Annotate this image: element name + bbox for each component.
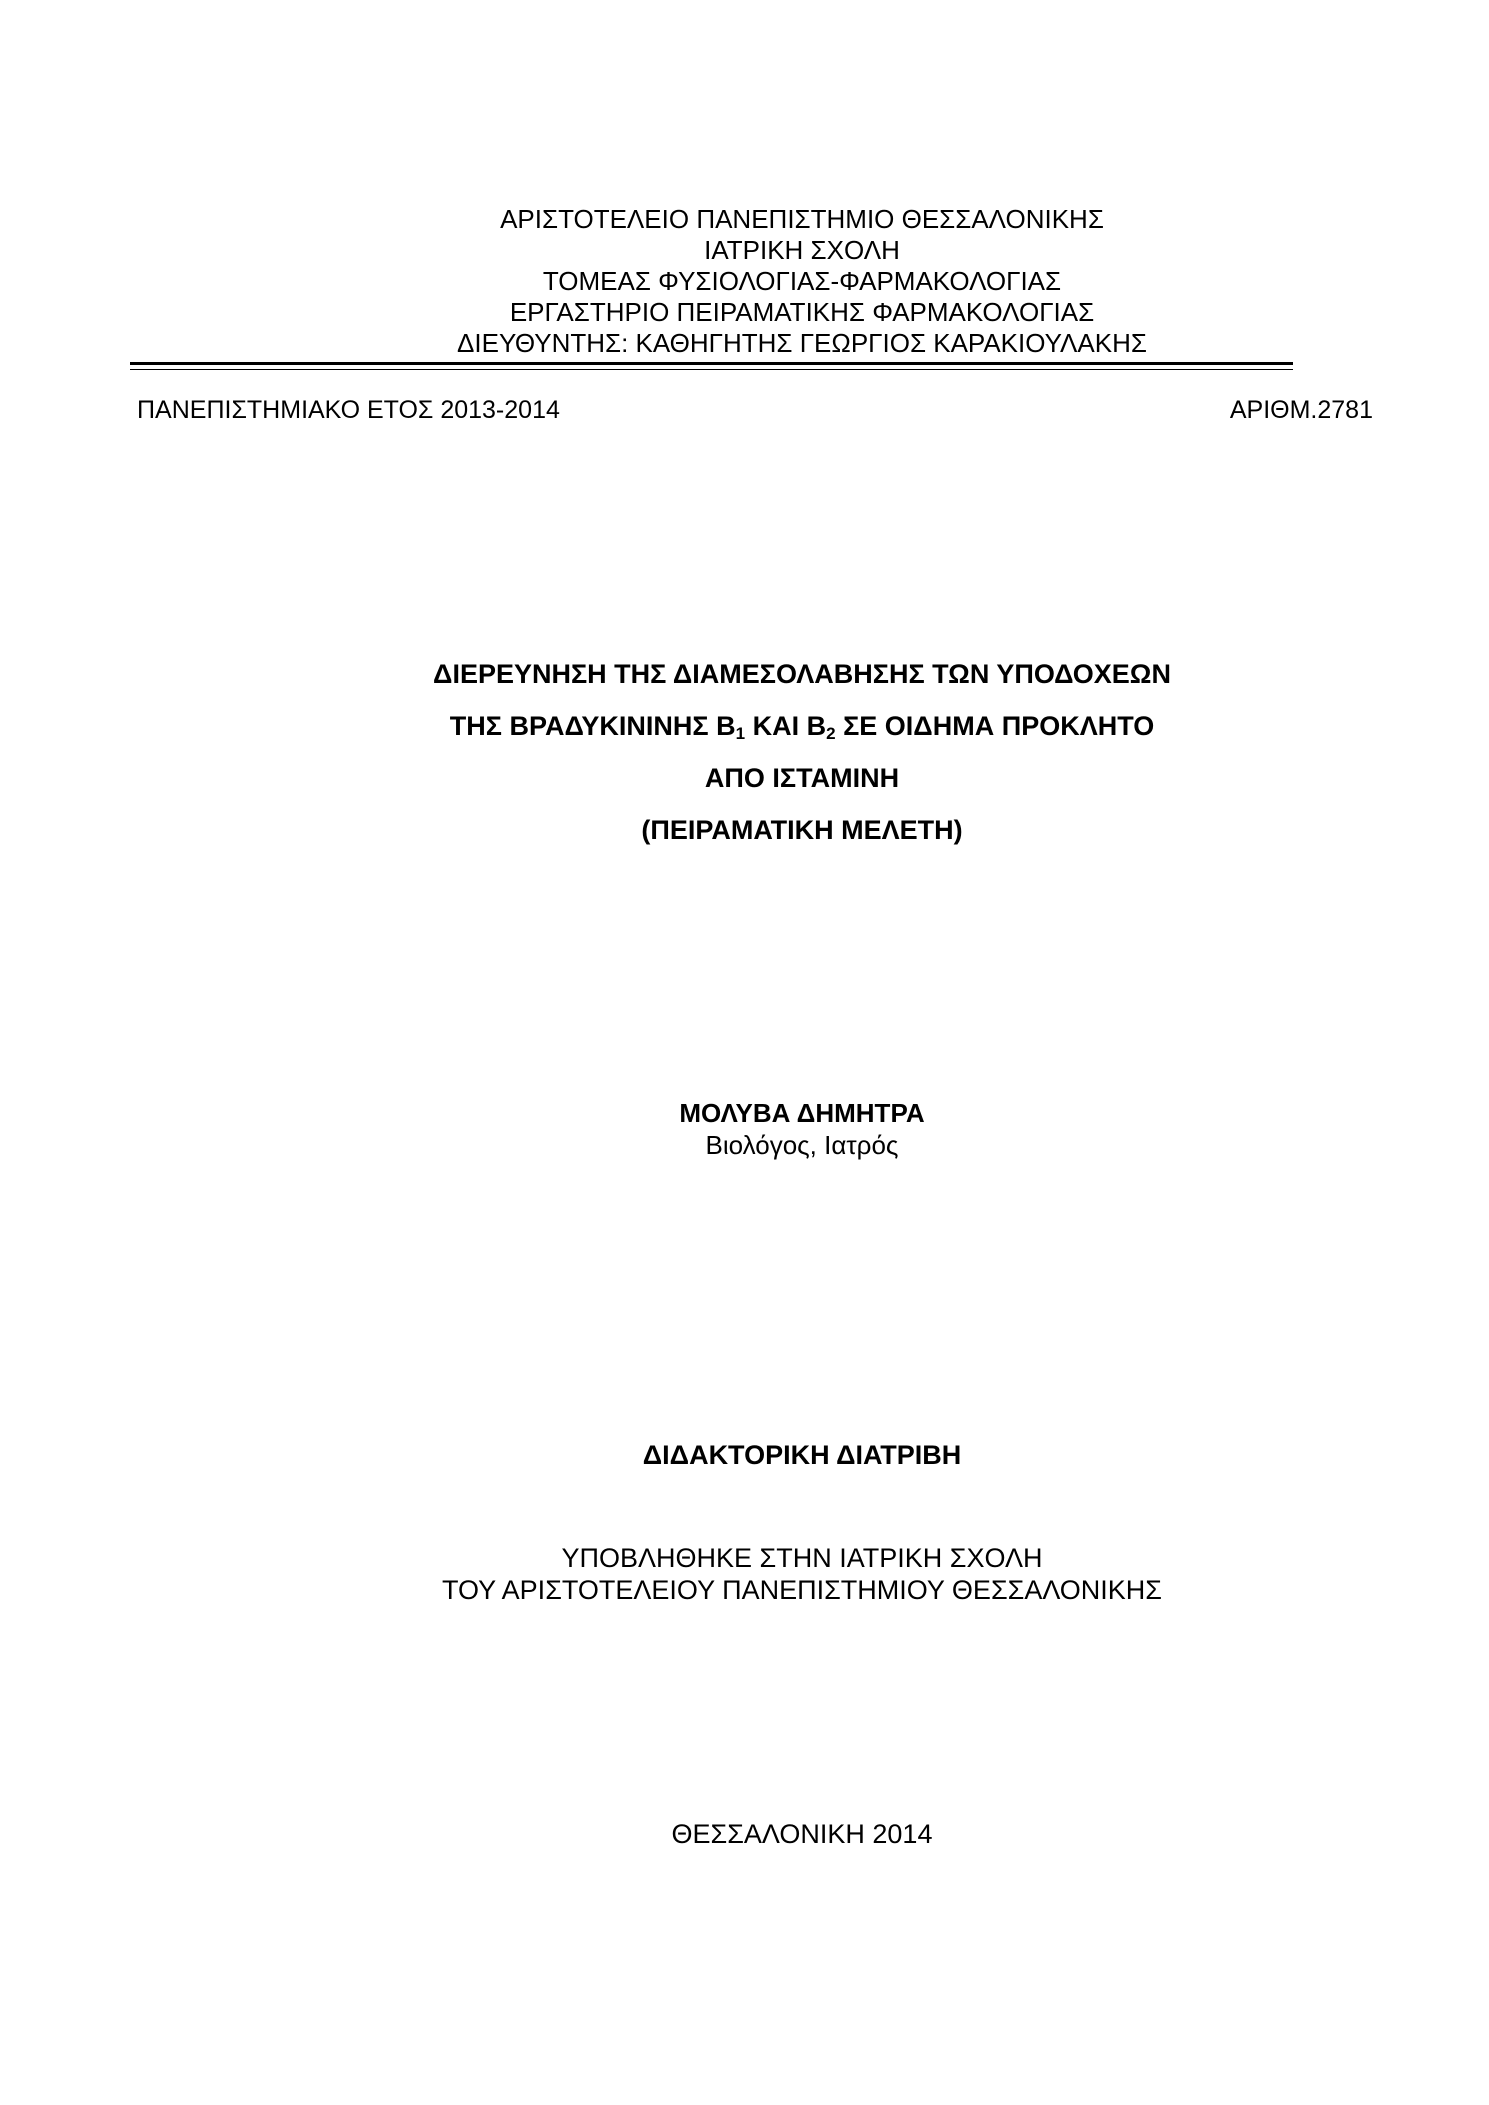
author-name: ΜΟΛΥΒΑ ΔΗΜΗΤΡΑ bbox=[679, 1098, 925, 1128]
university-name: ΑΡΙΣΤΟΤΕΛΕΙΟ ΠΑΝΕΠΙΣΤΗΜΙΟ ΘΕΣΣΑΛΟΝΙΚΗΣ bbox=[500, 204, 1104, 234]
institution-header bbox=[0, 204, 1489, 359]
header-divider-thick bbox=[130, 362, 1293, 365]
submission-line-1: ΥΠΟΒΛΗΘΗΚΕ ΣΤΗΝ ΙΑΤΡΙΚΗ ΣΧΟΛΗ bbox=[561, 1543, 1043, 1573]
title-line-2-part-3: ΣΕ ΟΙΔΗΜΑ ΠΡΟΚΛΗΤΟ bbox=[835, 711, 1155, 741]
submission-statement bbox=[0, 1542, 1489, 1606]
title-line-2 bbox=[0, 700, 1489, 752]
title-line-2-part-1: ΤΗΣ ΒΡΑΔΥΚΙΝΙΝΗΣ Β bbox=[449, 711, 736, 741]
academic-year: ΠΑΝΕΠΙΣΤΗΜΙΑΚΟ ΕΤΟΣ 2013-2014 bbox=[137, 396, 560, 424]
thesis-type: ΔΙΔΑΚΤΟΡΙΚΗ ΔΙΑΤΡΙΒΗ bbox=[642, 1440, 962, 1470]
title-line-4: (ΠΕΙΡΑΜΑΤΙΚΗ ΜΕΛΕΤΗ) bbox=[641, 815, 963, 845]
subscript-2: 2 bbox=[826, 724, 836, 743]
submission-line-2: ΤΟΥ ΑΡΙΣΤΟΤΕΛΕΙΟΥ ΠΑΝΕΠΙΣΤΗΜΙΟΥ ΘΕΣΣΑΛΟΝΙΚΗΣ bbox=[442, 1575, 1162, 1605]
director-line: ΔΙΕΥΘΥΝΤΗΣ: ΚΑΘΗΓΗΤΗΣ ΓΕΩΡΓΙΟΣ ΚΑΡΑΚΙΟΥΛΑΚΗΣ bbox=[457, 328, 1147, 358]
title-line-2-part-2: ΚΑΙ Β bbox=[745, 711, 827, 741]
school-name: ΙΑΤΡΙΚΗ ΣΧΟΛΗ bbox=[704, 235, 900, 265]
header-divider-thin bbox=[130, 369, 1293, 370]
title-line-1: ΔΙΕΡΕΥΝΗΣΗ ΤΗΣ ΔΙΑΜΕΣΟΛΑΒΗΣΗΣ ΤΩΝ ΥΠΟΔΟΧΕΩΝ bbox=[433, 659, 1171, 689]
laboratory-name: ΕΡΓΑΣΤΗΡΙΟ ΠΕΙΡΑΜΑΤΙΚΗΣ ΦΑΡΜΑΚΟΛΟΓΙΑΣ bbox=[509, 297, 1095, 327]
author-block bbox=[0, 1097, 1489, 1161]
document-number: ΑΡΙΘΜ.2781 bbox=[1229, 396, 1373, 424]
author-role: Βιολόγος, Ιατρός bbox=[705, 1130, 899, 1160]
thesis-title bbox=[0, 648, 1489, 856]
place-date: ΘΕΣΣΑΛΟΝΙΚΗ 2014 bbox=[671, 1819, 933, 1849]
subscript-1: 1 bbox=[735, 724, 746, 743]
department-name: ΤΟΜΕΑΣ ΦΥΣΙΟΛΟΓΙΑΣ-ΦΑΡΜΑΚΟΛΟΓΙΑΣ bbox=[542, 266, 1062, 296]
title-line-3: ΑΠΟ ΙΣΤΑΜΙΝΗ bbox=[704, 763, 900, 793]
